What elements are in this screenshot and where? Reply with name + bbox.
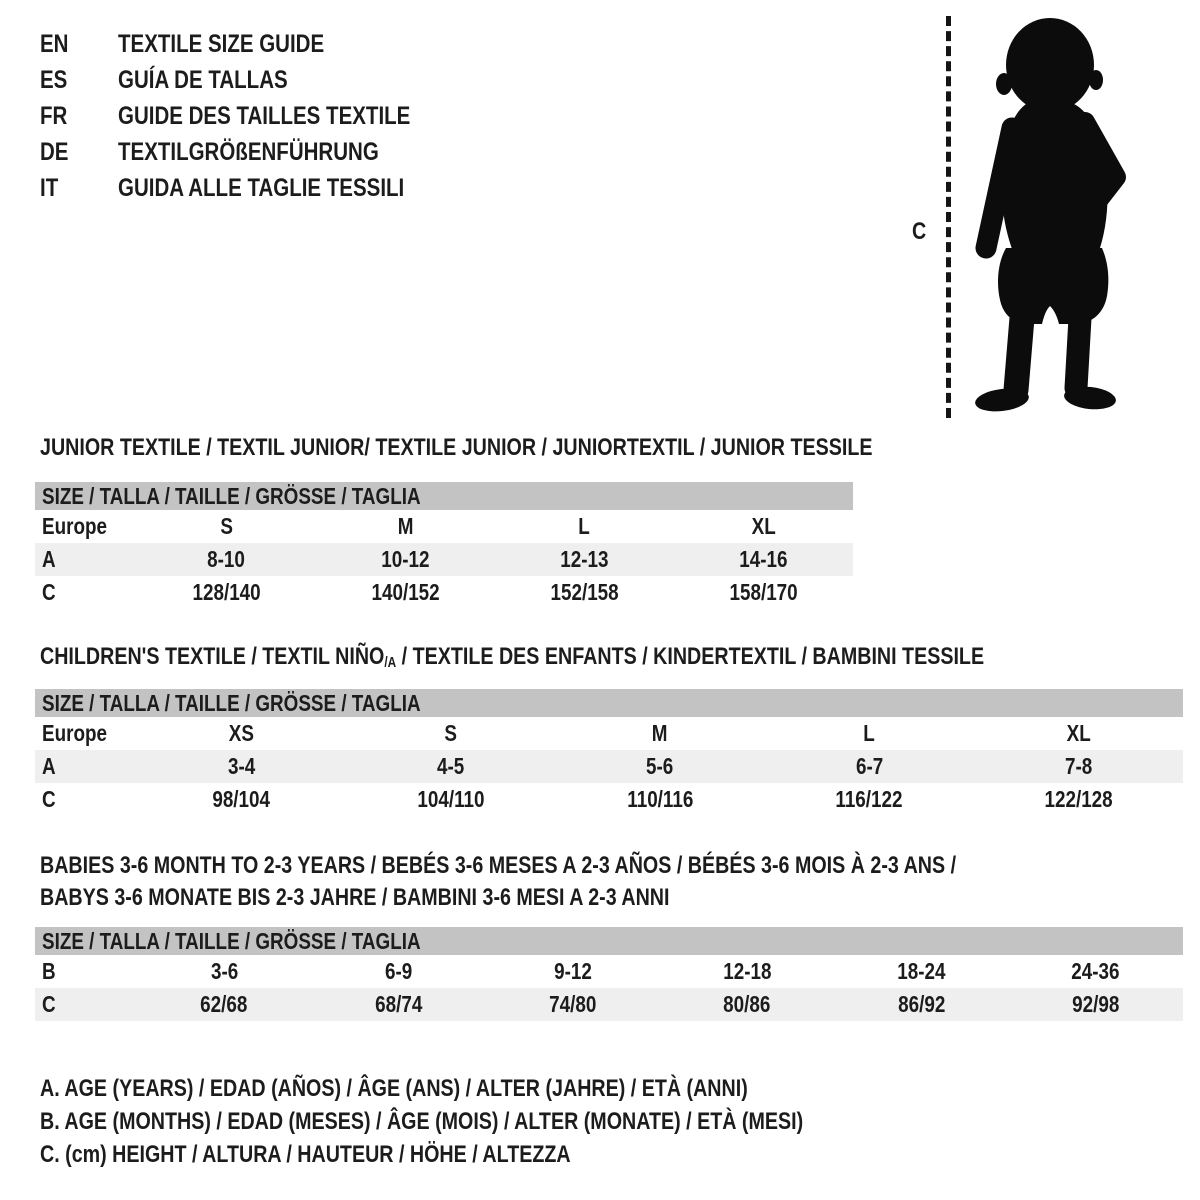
legend <box>40 1072 971 1171</box>
table-cell: 5-6 <box>646 753 674 779</box>
babies-size-header-bar: SIZE / TALLA / TAILLE / GRÖSSE / TAGLIA <box>35 927 1183 955</box>
language-row-en <box>40 26 475 62</box>
row-label: A <box>42 753 56 779</box>
row-label: A <box>42 546 56 572</box>
table-row <box>35 988 1183 1021</box>
children-size-table <box>35 689 1183 816</box>
table-cell: 128/140 <box>192 579 261 605</box>
legend-line-a: A. AGE (YEARS) / EDAD (AÑOS) / ÂGE (ANS) / ALTER (JAHRE) / ETÀ (ANNI) <box>40 1075 748 1102</box>
language-code-es: ES <box>40 65 68 94</box>
table-cell: 122/128 <box>1044 786 1113 812</box>
children-size-header-bar: SIZE / TALLA / TAILLE / GRÖSSE / TAGLIA <box>35 689 1183 717</box>
table-cell: S <box>444 720 458 746</box>
table-row <box>35 576 853 609</box>
table-cell: 62/68 <box>200 991 248 1017</box>
language-code-de: DE <box>40 137 69 166</box>
babies-section-title-line2: BABYS 3-6 MONATE BIS 2-3 JAHRE / BAMBINI 3-6 MESI A 2-3 ANNI <box>40 884 670 911</box>
babies-section-title-line1: BABIES 3-6 MONTH TO 2-3 YEARS / BEBÉS 3-6 MESES A 2-3 AÑOS / BÉBÉS 3-6 MOIS À 2-3 ANS / <box>40 852 957 879</box>
language-row-fr <box>40 98 475 134</box>
table-cell: 116/122 <box>835 786 903 812</box>
table-cell: L <box>863 720 875 746</box>
table-cell: 9-12 <box>553 958 592 984</box>
table-row <box>35 750 1183 783</box>
table-cell: M <box>652 720 668 746</box>
table-cell: 7-8 <box>1064 753 1093 779</box>
table-row <box>35 543 853 576</box>
row-label: C <box>42 579 56 605</box>
table-cell: 14-16 <box>739 546 788 572</box>
table-cell: 104/110 <box>417 786 485 812</box>
table-cell: 68/74 <box>374 991 423 1017</box>
table-cell: 24-36 <box>1071 958 1120 984</box>
toddler-silhouette-icon <box>960 12 1140 422</box>
table-cell: S <box>220 513 233 539</box>
children-title-subscript: /A <box>384 655 397 671</box>
language-code-en: EN <box>40 29 69 58</box>
table-cell: XL <box>751 513 776 539</box>
junior-section-title: JUNIOR TEXTILE / TEXTIL JUNIOR/ TEXTILE JUNIOR / JUNIORTEXTIL / JUNIOR TESSILE <box>40 434 873 461</box>
junior-size-table <box>35 482 853 609</box>
table-cell: 12-13 <box>560 546 609 572</box>
table-row <box>35 717 1183 750</box>
table-row <box>35 783 1183 816</box>
row-label: Europe <box>42 720 107 746</box>
table-cell: 8-10 <box>207 546 246 572</box>
table-cell: 12-18 <box>723 958 772 984</box>
table-cell: 6-7 <box>855 753 883 779</box>
language-row-it <box>40 170 475 206</box>
table-cell: 80/86 <box>723 991 771 1017</box>
language-label-it: GUIDA ALLE TAGLIE TESSILI <box>118 173 405 202</box>
language-label-de: TEXTILGRÖßENFÜHRUNG <box>118 137 379 166</box>
language-label-es: GUÍA DE TALLAS <box>118 65 288 94</box>
row-label: B <box>42 958 56 984</box>
table-row <box>35 955 1183 988</box>
table-cell: 158/170 <box>729 579 798 605</box>
language-row-de <box>40 134 475 170</box>
table-cell: 4-5 <box>437 753 465 779</box>
row-label: C <box>42 991 56 1017</box>
table-cell: 18-24 <box>897 958 946 984</box>
table-cell: 74/80 <box>549 991 597 1017</box>
table-cell: XS <box>229 720 255 746</box>
language-label-en: TEXTILE SIZE GUIDE <box>118 29 325 58</box>
table-cell: 110/116 <box>626 786 694 812</box>
table-cell: 98/104 <box>212 786 271 812</box>
children-section-title: CHILDREN'S TEXTILE / TEXTIL NIÑO/A / TEXTILE DES ENFANTS / KINDERTEXTIL / BAMBINI TESSILE <box>40 643 985 671</box>
table-cell: 3-4 <box>227 753 256 779</box>
babies-table-body <box>35 955 1183 1021</box>
babies-size-table <box>35 927 1183 1021</box>
table-row <box>35 510 853 543</box>
table-cell: 152/158 <box>550 579 619 605</box>
children-table-body <box>35 717 1183 816</box>
table-cell: 86/92 <box>897 991 946 1017</box>
language-label-fr: GUIDE DES TAILLES TEXTILE <box>118 101 411 130</box>
language-title-list <box>40 26 475 206</box>
table-cell: XL <box>1066 720 1091 746</box>
table-cell: 92/98 <box>1072 991 1120 1017</box>
row-label: C <box>42 786 56 812</box>
table-cell: 6-9 <box>384 958 413 984</box>
row-label: Europe <box>42 513 107 539</box>
language-row-es <box>40 62 475 98</box>
legend-line-c: C. (cm) HEIGHT / ALTURA / HAUTEUR / HÖHE / ALTEZZA <box>40 1141 571 1168</box>
table-cell: 10-12 <box>381 546 430 572</box>
language-code-fr: FR <box>40 101 68 130</box>
table-cell: L <box>578 513 591 539</box>
table-cell: 140/152 <box>371 579 440 605</box>
height-label-c: C <box>912 218 927 245</box>
table-cell: 3-6 <box>210 958 238 984</box>
legend-line-b: B. AGE (MONTHS) / EDAD (MESES) / ÂGE (MOIS) / ALTER (MONATE) / ETÀ (MESI) <box>40 1108 804 1135</box>
junior-table-body <box>35 510 853 609</box>
language-code-it: IT <box>40 173 59 202</box>
height-dashed-line <box>946 16 951 418</box>
junior-size-header-bar: SIZE / TALLA / TAILLE / GRÖSSE / TAGLIA <box>35 482 853 510</box>
table-cell: M <box>397 513 414 539</box>
